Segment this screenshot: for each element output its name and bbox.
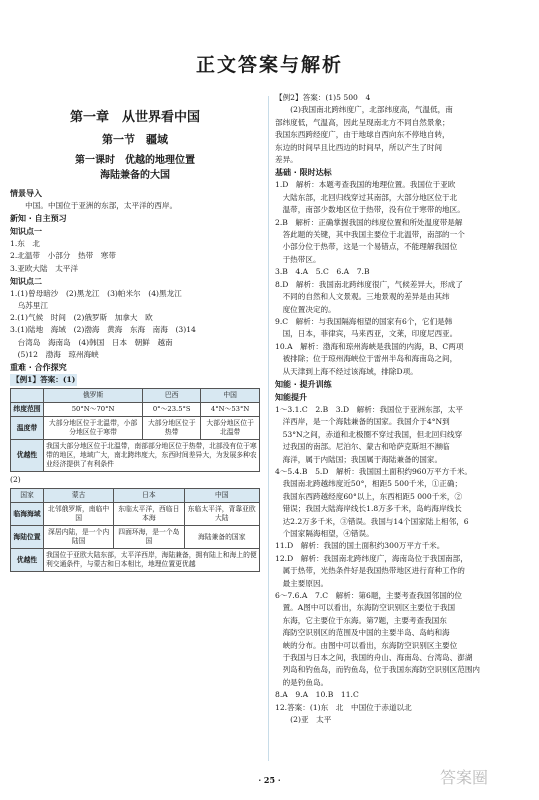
page-number: · 25 · [258, 775, 281, 785]
table-cell: 大部分地区位于热带 [143, 417, 201, 440]
table-row-header: 温度带 [11, 417, 44, 440]
answer-line: 我国东西跨越经度60°以上，东西相距5 000千米，② [275, 491, 463, 501]
answer-line: 9.C 解析：与我国隔海相望的国家有6个，它们是韩 [275, 316, 453, 326]
answer-line: 海洋，属于内陆国；我国属于海陆兼备的国家。 [275, 454, 443, 464]
answer-line: 差异。 [275, 155, 298, 165]
table-example1 [10, 388, 260, 472]
example1-label: 【例1】答案：(1) [10, 374, 260, 386]
section-label: 知能 · 提升训练 [275, 379, 332, 389]
table-row [11, 503, 260, 526]
answer-line: 峡的分布。由图中可以看出，东海防空识别区主要位 [275, 640, 458, 650]
answer-line: (2)我国南北跨纬度广，北部纬度高，气温低，南 [275, 105, 453, 115]
table-cell: 东临太平洋，西临日本海 [114, 503, 184, 526]
answer-line: 不同的自然和人文景观。三地景观的差异是由其纬 [275, 292, 450, 302]
table-cell: 北邻俄罗斯，南临中国 [44, 503, 114, 526]
table-row-header: 优越性 [11, 549, 44, 572]
table-cell: 50°N～70°N [44, 403, 143, 417]
answer-line: 从天津到上海不经过该海域，排除D项。 [275, 366, 418, 376]
answer-line: 10.A 解析：渤海和琼州海峡是我国的内海，B、C两项 [275, 341, 464, 351]
answer-line: (2)亚 太平 [275, 715, 332, 725]
table-row [11, 403, 260, 417]
answer-line: 乌苏里江 [10, 301, 48, 311]
section-label: 知识点一 [10, 227, 42, 237]
table-row-header: 纬度范围 [11, 403, 44, 417]
table-cell: 四面环海，是一个岛国 [114, 526, 184, 549]
answer-line: 个国家隔海相望，④错误。 [275, 529, 374, 538]
section-heading: 第一节 疆域 [102, 133, 168, 146]
answer-line: 1～3.1.C 2.B 3.D 解析：我国位于亚洲东部，太平 [275, 404, 463, 414]
watermark-logo: 答案圈 [440, 768, 489, 787]
answer-line: 我国东西跨经度广，由于地球自西向东不停地自转， [275, 130, 450, 140]
section-label: 知识点二 [10, 276, 42, 286]
table-cell: 大部分地区位于北温带，小部分地区位于寒带 [44, 417, 143, 440]
answer-line: 属于热带，光热条件好是我国热带地区进行育种工作的 [275, 566, 465, 576]
left-text-block [10, 187, 260, 374]
table-row [11, 526, 260, 549]
answer-line: 的是钓鱼岛。 [275, 677, 329, 687]
answer-line: 12.答案：(1)东 北 中国位于赤道以北 [275, 702, 412, 712]
answer-line: 1.东 北 [10, 239, 41, 249]
answer-line: 答此题的关键，其中我国主要位于北温带，南部的一个 [275, 230, 465, 240]
table-cell: 我国大部分地区位于北温带，南部部分地区位于热带，北部没有位于寒带的地区，地域广大，南北跨纬度大，东西时间差异大，为发展多种农业经济提供了有利条件 [44, 440, 260, 472]
table-header-cell: 巴西 [143, 389, 201, 403]
answer-line: 过我国的南部。尼泊尔、蒙古和哈萨克斯坦不濒临 [275, 442, 450, 452]
answer-line: 东海，它主要位于东海。第7题，主要考查我国东 [275, 615, 447, 625]
table-row [11, 417, 260, 440]
answer-line: 【例2】答案：(1)5 500 4 [275, 93, 371, 102]
lesson-title-1: 第一课时 优越的地理位置 [75, 155, 195, 166]
answer-line: 大陆东部，北回归线穿过其南部，大部分地区位于北 [275, 192, 458, 202]
table-cell: 东临太平洋，背靠亚欧大陆 [184, 503, 260, 526]
answer-line: 洋西岸，是一个海陆兼备的国家。我国介于4°N到 [275, 417, 450, 427]
answer-line: 4～5.4.B 5.D 解析：我国国土面积约960万平方千米。 [275, 466, 473, 476]
section-label: 重难 · 合作探究 [10, 363, 67, 373]
section-label: 基础 · 限时达标 [275, 168, 332, 178]
answer-line: 11.D 解析：我国的国土面积约300万平方千米。 [275, 541, 445, 551]
answer-line: 1.(1)曾母暗沙 (2)黑龙江 (3)帕米尔 (4)黑龙江 [10, 288, 182, 298]
answer-line: 2.北温带 小部分 热带 寒带 [10, 251, 116, 261]
right-text-block [275, 92, 530, 727]
answer-line: 3.B 4.A 5.C 6.A 7.B [275, 267, 370, 277]
table-header-cell: 国家 [11, 489, 44, 503]
table-row-header: 优越性 [11, 440, 44, 472]
answer-line: 2.(1)气候 时间 (2)俄罗斯 加拿大 欧 [10, 313, 153, 323]
answer-line: 小部分位于热带，这是一个易错点，不能理解我国位 [275, 242, 458, 252]
answer-line: 最主要原因。 [275, 578, 329, 588]
left-column [10, 92, 260, 574]
answer-line: 8.A 9.A 10.B 11.C [275, 690, 359, 700]
example1-part2: (2) [10, 475, 21, 485]
column-divider [268, 96, 269, 761]
answer-line: 国，日本，菲律宾，马来西亚，文莱，印度尼西亚。 [275, 329, 458, 339]
answer-line: 列岛和钓鱼岛，而钓鱼岛，位于我国东海防空识别区范围内 [275, 665, 481, 675]
answer-line: 度位置决定的。 [275, 304, 336, 314]
answer-line: 于热带区。 [275, 254, 321, 264]
section-label: 知能提升 [275, 392, 307, 402]
section-label: 情景导入 [10, 189, 42, 198]
table-header-cell: 俄罗斯 [44, 389, 143, 403]
table-cell: 我国位于亚欧大陆东部，太平洋西岸，海陆兼备，拥有陆上和海上的便利交通条件，与蒙古和日本相比，地理位置更优越 [44, 549, 260, 572]
answer-line: 被排除；位于琼州海峡位于雷州半岛和海南岛之间， [275, 354, 458, 364]
table-header-cell: 日本 [114, 489, 184, 503]
table-row-header: 临海海域 [11, 503, 44, 526]
right-column [275, 92, 530, 727]
answer-line: 2.B 解析：正确掌握我国的纬度位置和所处温度带是解 [275, 217, 463, 227]
table-header-cell: 蒙古 [44, 489, 114, 503]
table-row [11, 549, 260, 572]
table-header-cell: 中国 [201, 389, 260, 403]
table-header-cell: 中国 [184, 489, 260, 503]
answer-line: 3.亚欧大陆 太平洋 [10, 263, 78, 273]
answer-line: 8.D 解析：我国南北跨纬度很广，气候差异大，形成了 [275, 279, 463, 289]
answer-line: 东边的时间早且比西边的时间早，所以产生了时间 [275, 142, 443, 152]
table-cell: 4°N～53°N [201, 403, 260, 417]
table-cell: 大部分地区位于北温带 [201, 417, 260, 440]
section-label: 新知 · 自主预习 [10, 214, 67, 224]
table-cell: 深居内陆，是一个内陆国 [44, 526, 114, 549]
table-row-header: 海陆位置 [11, 526, 44, 549]
lesson-title-2: 海陆兼备的大国 [100, 170, 170, 181]
answer-line: 我国南北跨越纬度近50°，相距5 500千米，①正确； [275, 479, 463, 489]
table-example1-part2 [10, 488, 260, 572]
page-title: 正文答案与解析 [195, 54, 343, 76]
answer-line: (5)12 渤海 琼州海峡 [10, 349, 99, 359]
answer-line: 1.D 解析：本题考查我国的地理位置。我国位于亚欧 [275, 180, 456, 190]
answer-line: 6～7.6.A 7.C 解析：第6题，主要考查我国邻国的位 [275, 591, 462, 601]
answer-line: 达2.2万多千米，③错误。我国与14个国家陆上相邻，6 [275, 516, 469, 526]
answer-line: 3.(1)陆地 海域 (2)渤海 黄海 东海 南海 (3)14 [10, 325, 196, 335]
answer-line: 海防空识别区的范围及中国的主要半岛、岛屿和海 [275, 628, 450, 638]
answer-line: 置。A图中可以看出，东海防空识别区主要位于我国 [275, 603, 456, 613]
chapter-heading: 第一章 从世界看中国 [69, 110, 200, 125]
answer-line: 于我国与日本之间，我国的舟山、海南岛、台湾岛、澎湖 [275, 653, 473, 663]
answer-line: 温带，南部少数地区位于热带，没有位于寒带的地区。 [275, 205, 465, 215]
answer-line: 53°N之间，赤道和北极圈不穿过我国，但北回归线穿 [275, 429, 463, 439]
answer-line: 12.D 解析：我国南北跨纬度广，海南岛位于我国南部， [275, 553, 468, 563]
table-header-cell [11, 389, 44, 403]
table-cell: 0°～23.5°S [143, 403, 201, 417]
answer-line: 中国。中国位于亚洲的东部，太平洋的西岸。 [10, 201, 178, 210]
answer-line: 错误；我国大陆海岸线长1.8万多千米，岛屿海岸线长 [275, 504, 462, 514]
table-cell: 海陆兼备的国家 [184, 526, 260, 549]
answer-line: 部纬度低，气温高，因此呈现南北方不同自然景象； [275, 117, 450, 127]
lesson-heading [10, 153, 260, 183]
table-row [11, 440, 260, 472]
answer-line: 台湾岛 海南岛 (4)韩国 日本 朝鲜 越南 [10, 337, 173, 347]
